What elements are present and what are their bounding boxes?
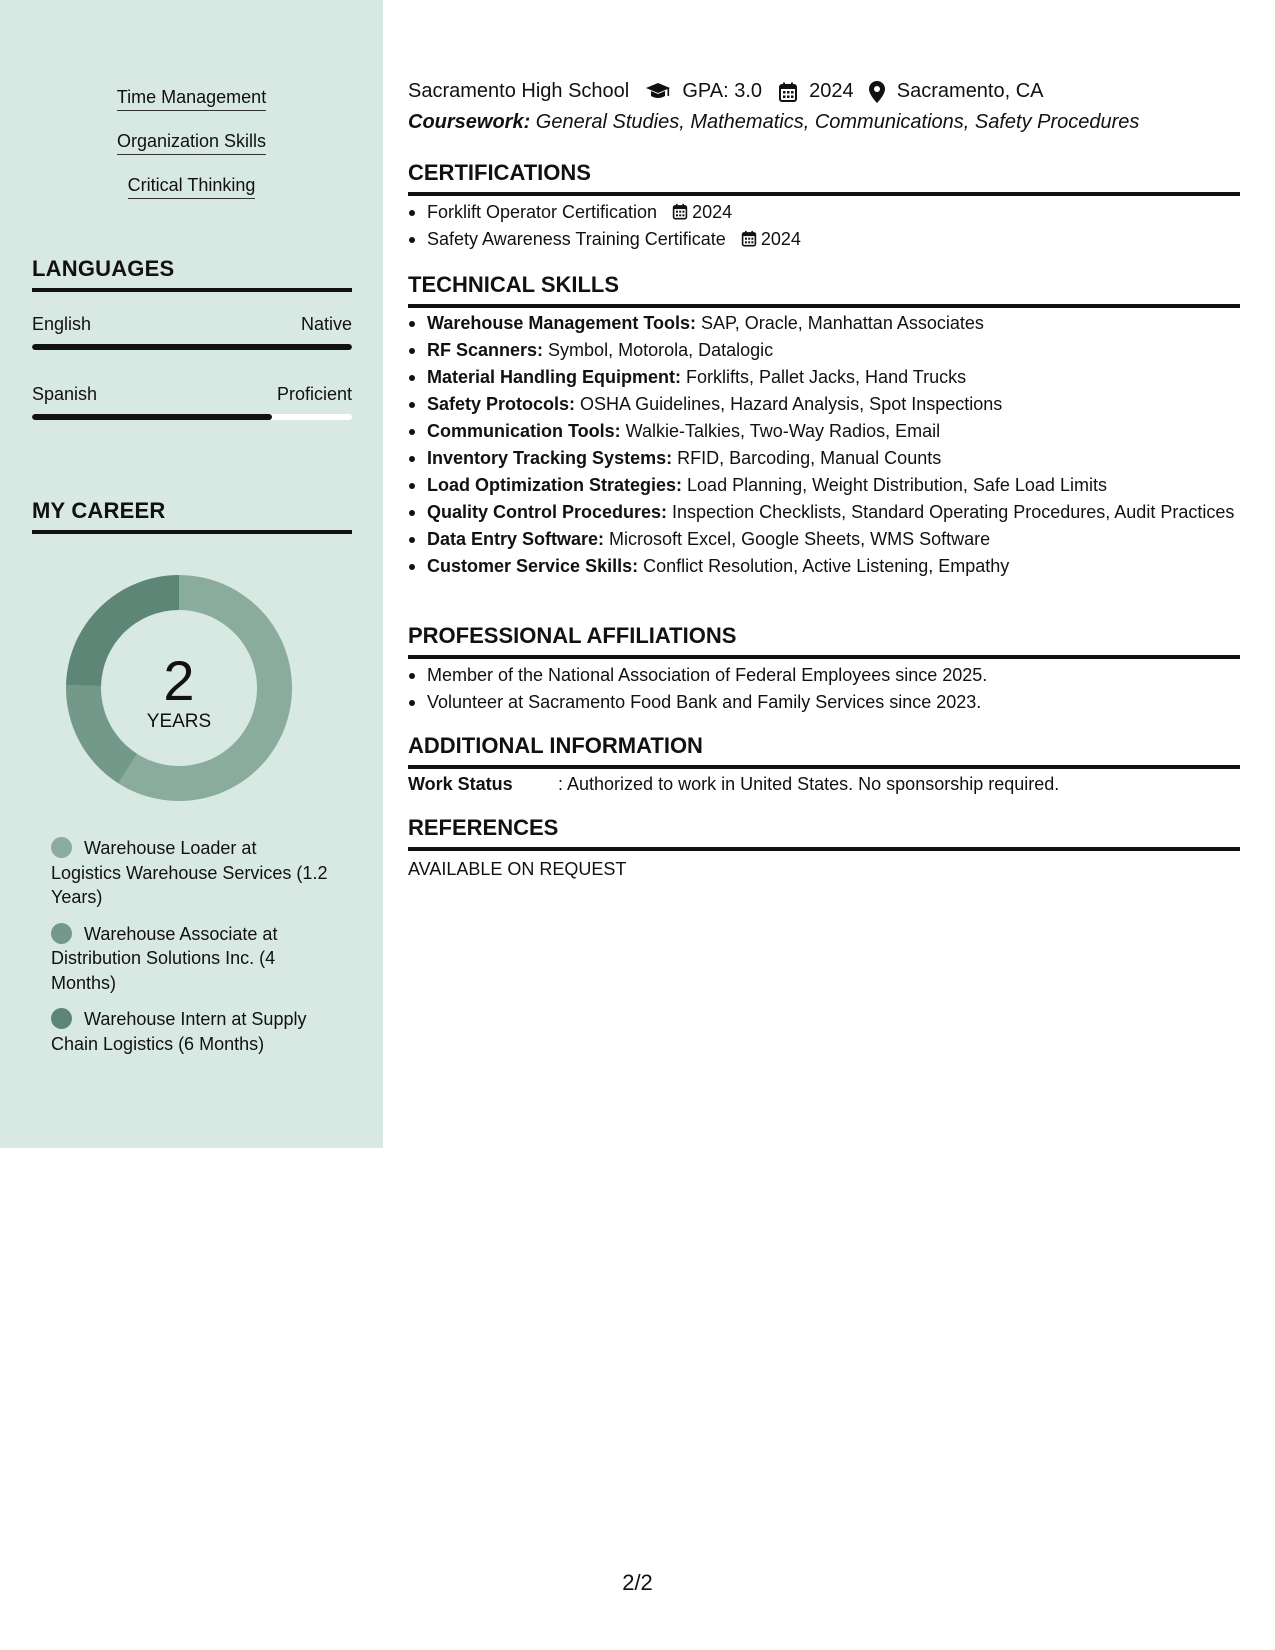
skill-category: Load Optimization Strategies: — [427, 475, 683, 495]
legend-dot-icon — [51, 837, 72, 858]
affiliations-list — [408, 663, 1240, 717]
career-legend-label: Warehouse Associate at Distribution Solutions Inc. (4 Months) — [51, 923, 278, 993]
career-legend-item — [51, 1007, 331, 1056]
skill-item: Time Management — [117, 86, 266, 111]
skill-values: Walkie-Talkies, Two-Way Radios, Email — [620, 421, 941, 441]
certification-year: 2024 — [692, 202, 733, 222]
certifications-list — [408, 200, 1240, 254]
career-legend-label: Warehouse Loader at Logistics Warehouse Services (1.2 Years) — [51, 838, 328, 907]
coursework-line — [408, 111, 1139, 134]
skill-values: Conflict Resolution, Active Listening, Empathy — [638, 556, 1010, 576]
language-bar-fill — [32, 344, 352, 350]
references-text: AVAILABLE ON REQUEST — [408, 859, 627, 879]
languages-heading: LANGUAGES — [32, 256, 352, 292]
additional-info-heading: ADDITIONAL INFORMATION — [408, 733, 1240, 769]
certification-item — [408, 227, 1240, 251]
skill-category: RF Scanners: — [427, 340, 544, 360]
technical-skill-item — [408, 419, 1240, 443]
certification-year: 2024 — [760, 229, 801, 249]
graduation-cap-icon — [645, 82, 671, 102]
career-donut-chart — [66, 575, 292, 801]
affiliation-item: Member of the National Association of Federal Employees since 2025. — [408, 663, 1240, 687]
skill-item: Organization Skills — [117, 130, 266, 155]
work-status-value: : Authorized to work in United States. No sponsorship required. — [558, 774, 1060, 794]
skill-values: SAP, Oracle, Manhattan Associates — [696, 313, 984, 333]
technical-skills-list — [408, 311, 1240, 581]
skill-category: Customer Service Skills: — [427, 556, 639, 576]
skill-category: Data Entry Software: — [427, 529, 605, 549]
skill-values: Load Planning, Weight Distribution, Safe Load Limits — [682, 475, 1107, 495]
page-number: 2/2 — [622, 1570, 653, 1595]
skill-values: OSHA Guidelines, Hazard Analysis, Spot Inspections — [575, 394, 1003, 414]
language-name: Spanish — [32, 384, 98, 404]
technical-skill-item — [408, 365, 1240, 389]
graduation-year: 2024 — [809, 80, 854, 103]
skill-item: Critical Thinking — [128, 174, 256, 199]
skill-category: Safety Protocols: — [427, 394, 576, 414]
certification-name: Safety Awareness Training Certificate — [427, 229, 726, 249]
language-bar-english — [32, 344, 352, 350]
calendar-icon — [741, 230, 757, 247]
career-heading: MY CAREER — [32, 498, 352, 534]
career-legend-item — [51, 922, 331, 996]
language-row-spanish — [32, 384, 352, 405]
calendar-icon — [672, 203, 688, 220]
gpa: GPA: 3.0 — [682, 80, 763, 103]
technical-skill-item — [408, 554, 1240, 578]
sidebar — [0, 0, 383, 1148]
language-name: English — [32, 314, 92, 334]
certifications-heading: CERTIFICATIONS — [408, 160, 1240, 196]
certification-name: Forklift Operator Certification — [427, 202, 658, 222]
technical-skill-item — [408, 500, 1240, 524]
education-line — [408, 80, 1044, 103]
coursework-value: General Studies, Mathematics, Communications, Safety Procedures — [530, 111, 1140, 133]
language-level: Native — [300, 314, 352, 334]
technical-skills-heading: TECHNICAL SKILLS — [408, 272, 1240, 308]
legend-dot-icon — [51, 923, 72, 944]
references-heading: REFERENCES — [408, 815, 1240, 851]
location-pin-icon — [869, 81, 885, 103]
skill-category: Warehouse Management Tools: — [427, 313, 697, 333]
skill-values: Forklifts, Pallet Jacks, Hand Trucks — [681, 367, 967, 387]
career-legend-label: Warehouse Intern at Supply Chain Logistics (6 Months) — [51, 1009, 307, 1054]
certification-item — [408, 200, 1240, 224]
skill-list — [0, 86, 383, 218]
language-row-english — [32, 314, 352, 335]
language-bar-fill — [32, 414, 272, 420]
skill-category: Inventory Tracking Systems: — [427, 448, 673, 468]
technical-skill-item — [408, 311, 1240, 335]
technical-skill-item — [408, 338, 1240, 362]
school-location: Sacramento, CA — [896, 80, 1044, 103]
calendar-icon — [778, 82, 798, 102]
skill-values: RFID, Barcoding, Manual Counts — [672, 448, 942, 468]
affiliation-item: Volunteer at Sacramento Food Bank and Family Services since 2023. — [408, 690, 1240, 714]
skill-values: Microsoft Excel, Google Sheets, WMS Software — [604, 529, 991, 549]
work-status-row — [408, 774, 1059, 795]
career-years-unit: YEARS — [146, 711, 212, 732]
skill-category: Communication Tools: — [427, 421, 621, 441]
coursework-label: Coursework: — [408, 111, 531, 133]
work-status-key: Work Status — [408, 774, 513, 794]
career-legend — [51, 836, 331, 1068]
technical-skill-item — [408, 527, 1240, 551]
technical-skill-item — [408, 446, 1240, 470]
skill-category: Quality Control Procedures: — [427, 502, 668, 522]
language-bar-spanish — [32, 414, 352, 420]
career-legend-item — [51, 836, 331, 910]
affiliations-heading: PROFESSIONAL AFFILIATIONS — [408, 623, 1240, 659]
career-years-number: 2 — [163, 649, 195, 712]
skill-values: Symbol, Motorola, Datalogic — [543, 340, 774, 360]
technical-skill-item — [408, 473, 1240, 497]
legend-dot-icon — [51, 1008, 72, 1029]
technical-skill-item — [408, 392, 1240, 416]
skill-values: Inspection Checklists, Standard Operating Procedures, Audit Practices — [667, 502, 1235, 522]
school-name: Sacramento High School — [408, 80, 630, 103]
skill-category: Material Handling Equipment: — [427, 367, 682, 387]
language-level: Proficient — [276, 384, 352, 404]
